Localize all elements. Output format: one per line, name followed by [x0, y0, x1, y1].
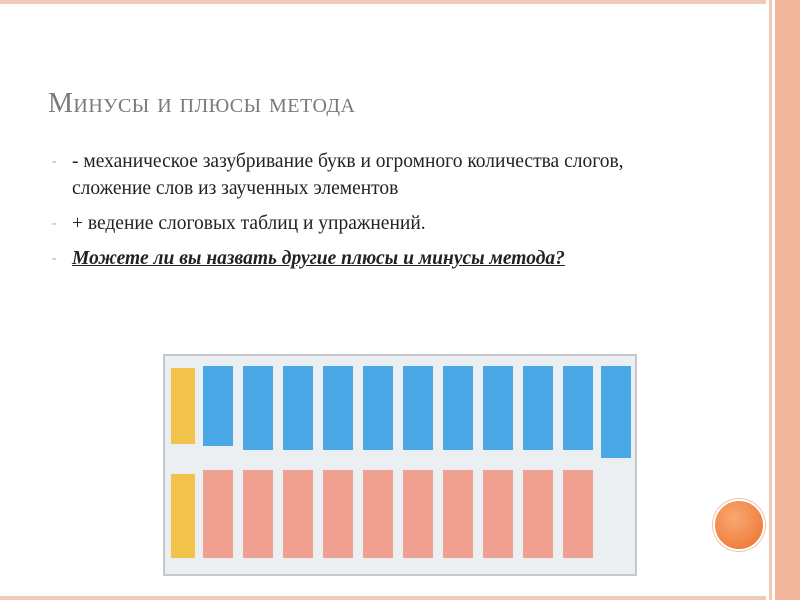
- photo-blue-strip: [563, 366, 593, 450]
- photo-pink-strip: [363, 470, 393, 558]
- bullet-item-question: [52, 245, 652, 272]
- photo-blue-strip: [363, 366, 393, 450]
- photo-pink-strip: [443, 470, 473, 558]
- photo-pink-strip: [283, 470, 313, 558]
- bullet-text: + ведение слоговых таблиц и упражнений.: [72, 213, 426, 234]
- photo-yellow-strip: [171, 474, 195, 558]
- photo-blue-strip: [283, 366, 313, 450]
- photo-yellow-strip: [171, 368, 195, 444]
- top-border: [0, 0, 800, 4]
- photo-blue-strip: [523, 366, 553, 450]
- photo-blue-strip: [323, 366, 353, 450]
- photo-blue-strip: [203, 366, 233, 446]
- decorative-side-bar: [766, 0, 800, 600]
- syllable-tables-photo: [163, 354, 637, 576]
- bullet-marker: -: [52, 216, 57, 231]
- photo-blue-strip: [443, 366, 473, 450]
- bullet-item-plus: [52, 210, 652, 237]
- photo-blue-strip: [243, 366, 273, 450]
- photo-pink-strip: [483, 470, 513, 558]
- photo-pink-strip: [523, 470, 553, 558]
- photo-pink-strip: [563, 470, 593, 558]
- photo-blue-strip: [601, 366, 631, 458]
- photo-pink-strip: [403, 470, 433, 558]
- photo-board: [165, 356, 635, 574]
- bullet-marker: -: [52, 251, 57, 266]
- photo-blue-strip: [483, 366, 513, 450]
- photo-pink-strip: [323, 470, 353, 558]
- bullet-marker: -: [52, 154, 57, 169]
- bullet-list: [52, 148, 652, 280]
- bullet-text: Можете ли вы назвать другие плюсы и минусы метода?: [72, 248, 565, 269]
- photo-pink-strip: [243, 470, 273, 558]
- photo-blue-strip: [403, 366, 433, 450]
- bottom-border: [0, 596, 800, 600]
- bullet-item-minus: [52, 148, 652, 202]
- photo-pink-strip: [203, 470, 233, 558]
- decorative-orange-circle: [713, 499, 765, 551]
- slide-title: Минусы и плюсы метода: [48, 88, 356, 119]
- bullet-text: - механическое зазубривание букв и огромного количества слогов, сложение слов из заученных элементов: [72, 151, 624, 199]
